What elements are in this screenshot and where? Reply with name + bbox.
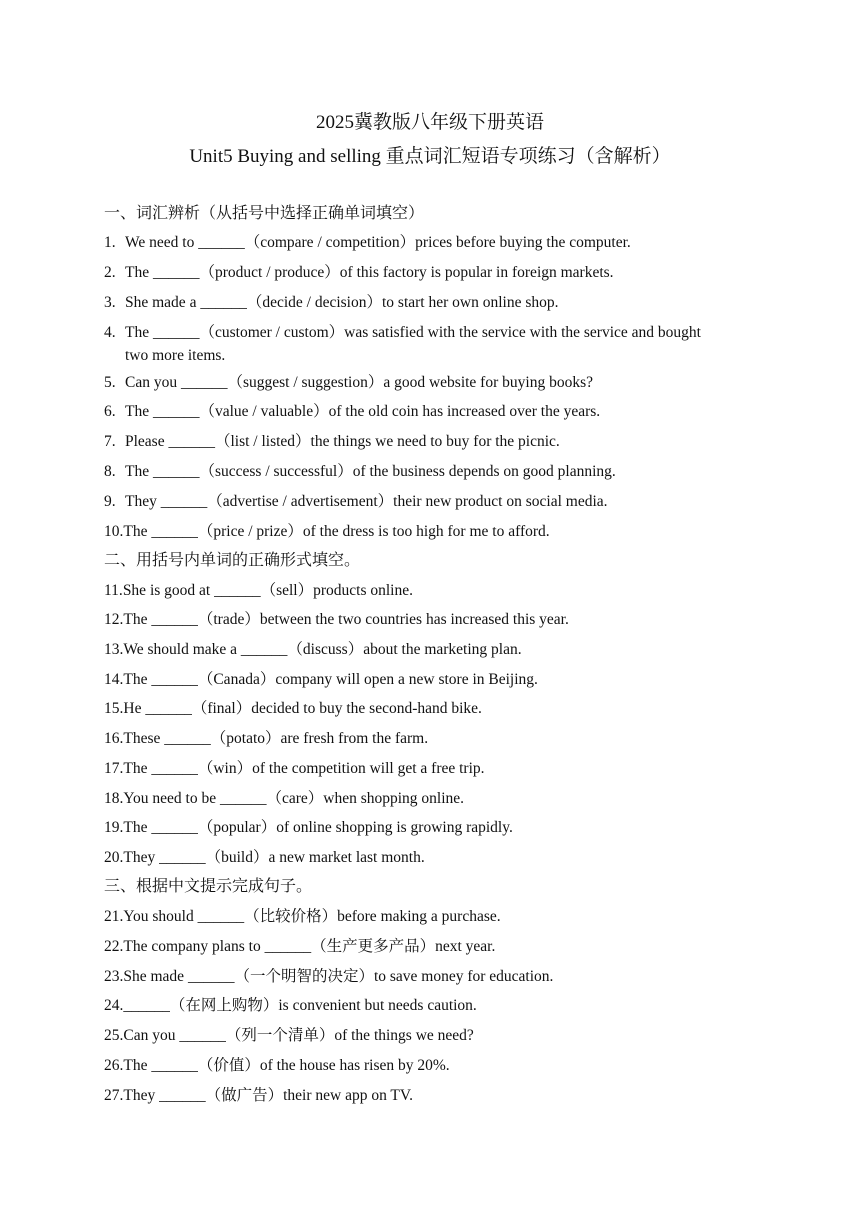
question-text: We need to ______（compare / competition）prices before buying the computer. bbox=[125, 234, 631, 251]
question-item bbox=[104, 490, 744, 513]
question-number: 19. bbox=[104, 819, 124, 836]
question-text: The ______（价值）of the house has risen by 20%. bbox=[123, 1057, 450, 1074]
question-number: 3. bbox=[104, 294, 116, 311]
question-number: 25. bbox=[104, 1027, 124, 1044]
question-text: The company plans to ______（生产更多产品）next year. bbox=[123, 938, 496, 955]
question-number: 20. bbox=[104, 849, 124, 866]
question-number: 4. bbox=[104, 324, 116, 341]
question-item bbox=[104, 579, 744, 602]
question-number: 14. bbox=[104, 671, 124, 688]
question-number: 11. bbox=[104, 582, 123, 599]
question-number: 8. bbox=[104, 463, 116, 480]
question-number: 1. bbox=[104, 234, 116, 251]
question-number: 15. bbox=[104, 700, 124, 717]
question-item bbox=[104, 994, 744, 1017]
question-item bbox=[104, 1084, 744, 1107]
section-heading-word-forms: 二、用括号内单词的正确形式填空。 bbox=[104, 550, 361, 569]
document-subtitle: Unit5 Buying and selling 重点词汇短语专项练习（含解析） bbox=[189, 146, 671, 167]
question-item bbox=[104, 460, 744, 483]
question-number: 13. bbox=[104, 641, 124, 658]
question-text: You should ______（比较价格）before making a purchase. bbox=[123, 908, 501, 925]
question-number: 7. bbox=[104, 433, 116, 450]
question-number: 5. bbox=[104, 374, 116, 391]
document-title: 2025冀教版八年级下册英语 bbox=[315, 112, 544, 133]
question-number: 26. bbox=[104, 1057, 124, 1074]
question-item bbox=[104, 787, 744, 810]
question-item bbox=[104, 520, 744, 543]
question-item bbox=[104, 905, 744, 928]
question-number: 17. bbox=[104, 760, 124, 777]
question-text: The ______（value / valuable）of the old coin has increased over the years. bbox=[125, 403, 601, 420]
question-item bbox=[104, 608, 744, 631]
question-number: 9. bbox=[104, 493, 116, 510]
question-text: The ______（win）of the competition will get a free trip. bbox=[123, 760, 485, 777]
question-number: 16. bbox=[104, 730, 124, 747]
section-heading-translation: 三、根据中文提示完成句子。 bbox=[104, 876, 313, 895]
question-text: The ______（popular）of online shopping is growing rapidly. bbox=[123, 819, 513, 836]
question-text: She made ______（一个明智的决定）to save money for education. bbox=[123, 968, 554, 985]
question-item bbox=[104, 291, 744, 314]
question-text: The ______（Canada）company will open a new store in Beijing. bbox=[123, 671, 538, 688]
question-text: Please ______（list / listed）the things we need to buy for the picnic. bbox=[125, 433, 560, 450]
question-number: 22. bbox=[104, 938, 124, 955]
question-text: We should make a ______（discuss）about the marketing plan. bbox=[123, 641, 522, 658]
question-text: The ______（price / prize）of the dress is too high for me to afford. bbox=[123, 523, 550, 540]
question-text: Can you ______（列一个清单）of the things we need? bbox=[123, 1027, 474, 1044]
question-number: 21. bbox=[104, 908, 124, 925]
question-item bbox=[104, 965, 744, 988]
question-text: ______（在网上购物）is convenient but needs caution. bbox=[123, 997, 477, 1014]
question-item bbox=[104, 430, 744, 453]
question-number: 18. bbox=[104, 790, 124, 807]
question-number: 10. bbox=[104, 523, 124, 540]
question-text: They ______（advertise / advertisement）their new product on social media. bbox=[125, 493, 608, 510]
question-text: Can you ______（suggest / suggestion）a good website for buying books? bbox=[125, 374, 593, 391]
question-text: She is good at ______（sell）products online. bbox=[122, 582, 413, 599]
question-text: He ______（final）decided to buy the second-hand bike. bbox=[123, 700, 482, 717]
question-text: These ______（potato）are fresh from the farm. bbox=[123, 730, 429, 747]
question-text: The ______（success / successful）of the business depends on good planning. bbox=[125, 463, 616, 480]
question-item bbox=[104, 400, 744, 423]
question-item bbox=[104, 668, 744, 691]
question-text: They ______（build）a new market last month. bbox=[123, 849, 425, 866]
question-item bbox=[104, 935, 744, 958]
question-number: 27. bbox=[104, 1087, 124, 1104]
question-number: 2. bbox=[104, 264, 116, 281]
question-item bbox=[104, 1024, 744, 1047]
question-item bbox=[104, 638, 744, 661]
question-item bbox=[104, 816, 744, 839]
question-text: You need to be ______（care）when shopping online. bbox=[123, 790, 465, 807]
question-item bbox=[104, 261, 744, 284]
question-text: The ______（product / produce）of this factory is popular in foreign markets. bbox=[125, 264, 614, 281]
section-heading-vocabulary: 一、词汇辨析（从括号中选择正确单词填空） bbox=[104, 203, 425, 222]
question-number: 6. bbox=[104, 403, 116, 420]
question-number: 24. bbox=[104, 997, 124, 1014]
question-number: 23. bbox=[104, 968, 124, 985]
question-item bbox=[104, 757, 744, 780]
question-text: She made a ______（decide / decision）to start her own online shop. bbox=[125, 294, 559, 311]
question-item bbox=[104, 231, 744, 254]
question-item bbox=[104, 846, 744, 869]
question-item bbox=[104, 371, 744, 394]
question-item bbox=[104, 1054, 744, 1077]
question-text: The ______（customer / custom）was satisfied with the service with the service and bought two more items. bbox=[125, 324, 701, 364]
question-item bbox=[104, 321, 744, 367]
question-text: They ______（做广告）their new app on TV. bbox=[123, 1087, 413, 1104]
question-text: The ______（trade）between the two countries has increased this year. bbox=[123, 611, 569, 628]
question-number: 12. bbox=[104, 611, 124, 628]
question-item bbox=[104, 727, 744, 750]
question-item bbox=[104, 697, 744, 720]
